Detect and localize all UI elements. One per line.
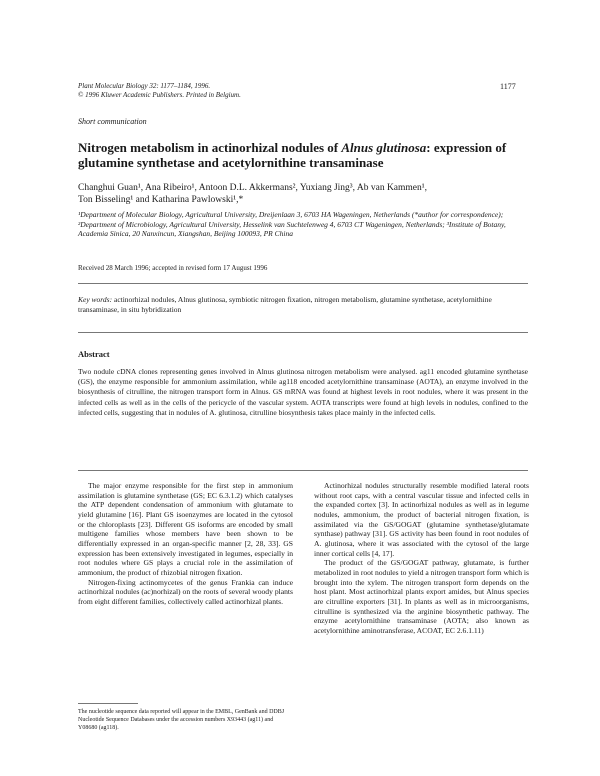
title-part-2: : expression of glutamine synthetase and acetylornithine transaminase (78, 140, 507, 170)
body-paragraph: The major enzyme responsible for the first step in ammonium assimilation is glutamine synthetase (GS; EC 6.3.1.2) which catalyses the ATP dependent condensation of ammonium with glutamate to yield glutamine [16]. Plant GS isoenzymes are located in the cytosol or the chloroplasts [23]. Different GS isoforms are encoded by small multigene families whose members have been shown to be differentially expressed in an organ-specific manner [2, 28, 33]. GS expression has been extensively investigated in legumes, especially in root nodules where GS plays a crucial role in the assimilation of ammonium, the product of rhizobial nitrogen fixation. (78, 481, 293, 577)
body-column-left (78, 481, 293, 607)
section-label: Short communication (78, 117, 147, 126)
journal-line-2: © 1996 Kluwer Academic Publishers. Printed in Belgium. (78, 91, 241, 99)
page-number: 1177 (500, 82, 516, 91)
key-words (78, 295, 528, 314)
footnote: The nucleotide sequence data reported will appear in the EMBL, GenBank and DDBJ Nucleotide Sequence Databases under the accession numbers X93443 (ag11) and Y08680 (ag118). (78, 709, 285, 731)
abstract-text: Two nodule cDNA clones representing genes involved in Alnus glutinosa nitrogen metabolism were analysed. ag11 encoded glutamine synthetase (GS), the enzyme responsible for ammonium assimilation, while ag118 encoded acetylornithine transaminase (AOTA), an enzyme involved in the biosynthesis of citrulline, the nitrogen transport form in Alnus. GS mRNA was found at highest levels in root nodules, where it was present in the infected cells as well as in the cells of the pericycle of the vascular system. AOTA transcripts were found at high levels in nodules, confined to the infected cells, suggesting that in nodules of A. glutinosa, citrulline biosynthesis takes place mainly in the infected cells. (78, 367, 528, 417)
divider-top (78, 283, 528, 284)
body-paragraph: Nitrogen-fixing actinomycetes of the genus Frankia can induce actinorhizal nodules (ac)norhizal) on the roots of several woody plants from eight different families, collectively called actinorhizal plants. (78, 577, 293, 606)
article-title (78, 140, 528, 170)
abstract-heading: Abstract (78, 349, 110, 359)
author-list (78, 182, 528, 206)
divider-keywords (78, 332, 528, 333)
affiliations: ¹Department of Molecular Biology, Agricultural University, Dreijenlaan 3, 6703 HA Wageningen, Netherlands (*author for correspondence); ²Department of Microbiology, Agricultural University, Hesselink van Suchtelenweg 4, 6703 CT Wageningen, Netherlands; ³Institute of Botany, Academia Sinica, 20 Nanxincun, Xiangshan, Beijing 100093, PR China (78, 210, 506, 238)
body-paragraph: Actinorhizal nodules structurally resemble modified lateral roots without root caps, with a central vascular tissue and infected cells in the expanded cortex [3]. In actinorhizal nodules as well as in legume nodules, ammonium, the product of bacterial nitrogen fixation, is assimilated via the GS/GOGAT (glutamine synthetase/glutamate synthase) pathway [31]. GS activity has been found in root nodules of A. glutinosa, where it was associated with the cytosol of the large inner cortical cells [4, 17]. (314, 481, 529, 558)
body-column-right (314, 481, 529, 636)
body-paragraph: The product of the GS/GOGAT pathway, glutamate, is further metabolized in root nodules to yield a nitrogen transport form which is brought into the xylem. The nitrogen transport form depends on the host plant. Most actinorhizal plants export amides, but Alnus species are citrulline exporters [31]. In plants as well as in microorganisms, citrulline is synthesized via the arginine biosynthetic pathway. The enzyme acetylornithine transaminase (AOTA; also known as acetylornithine aminotransferase, ACOAT, EC 2.6.1.11) (314, 558, 529, 635)
authors-line-1: Changhui Guan¹, Ana Ribeiro¹, Antoon D.L. Akkermans², Yuxiang Jing³, Ab van Kammen¹, (78, 183, 427, 193)
key-words-text: actinorhizal nodules, Alnus glutinosa, symbiotic nitrogen fixation, nitrogen metabolism, glutamine synthetase, acetylornithine transaminase, in situ hybridization (78, 295, 492, 314)
title-species: Alnus glutinosa (341, 140, 427, 155)
authors-line-2: Ton Bisseling¹ and Katharina Pawlowski¹,* (78, 195, 244, 205)
footnote-rule (78, 703, 138, 704)
journal-citation (78, 82, 241, 100)
divider-abstract (78, 470, 528, 471)
received-dates: Received 28 March 1996; accepted in revised form 17 August 1996 (78, 264, 268, 272)
journal-line-1: Plant Molecular Biology 32: 1177–1184, 1996. (78, 82, 211, 90)
key-words-label: Key words: (78, 295, 113, 304)
title-part-1: Nitrogen metabolism in actinorhizal nodules of (78, 140, 342, 155)
